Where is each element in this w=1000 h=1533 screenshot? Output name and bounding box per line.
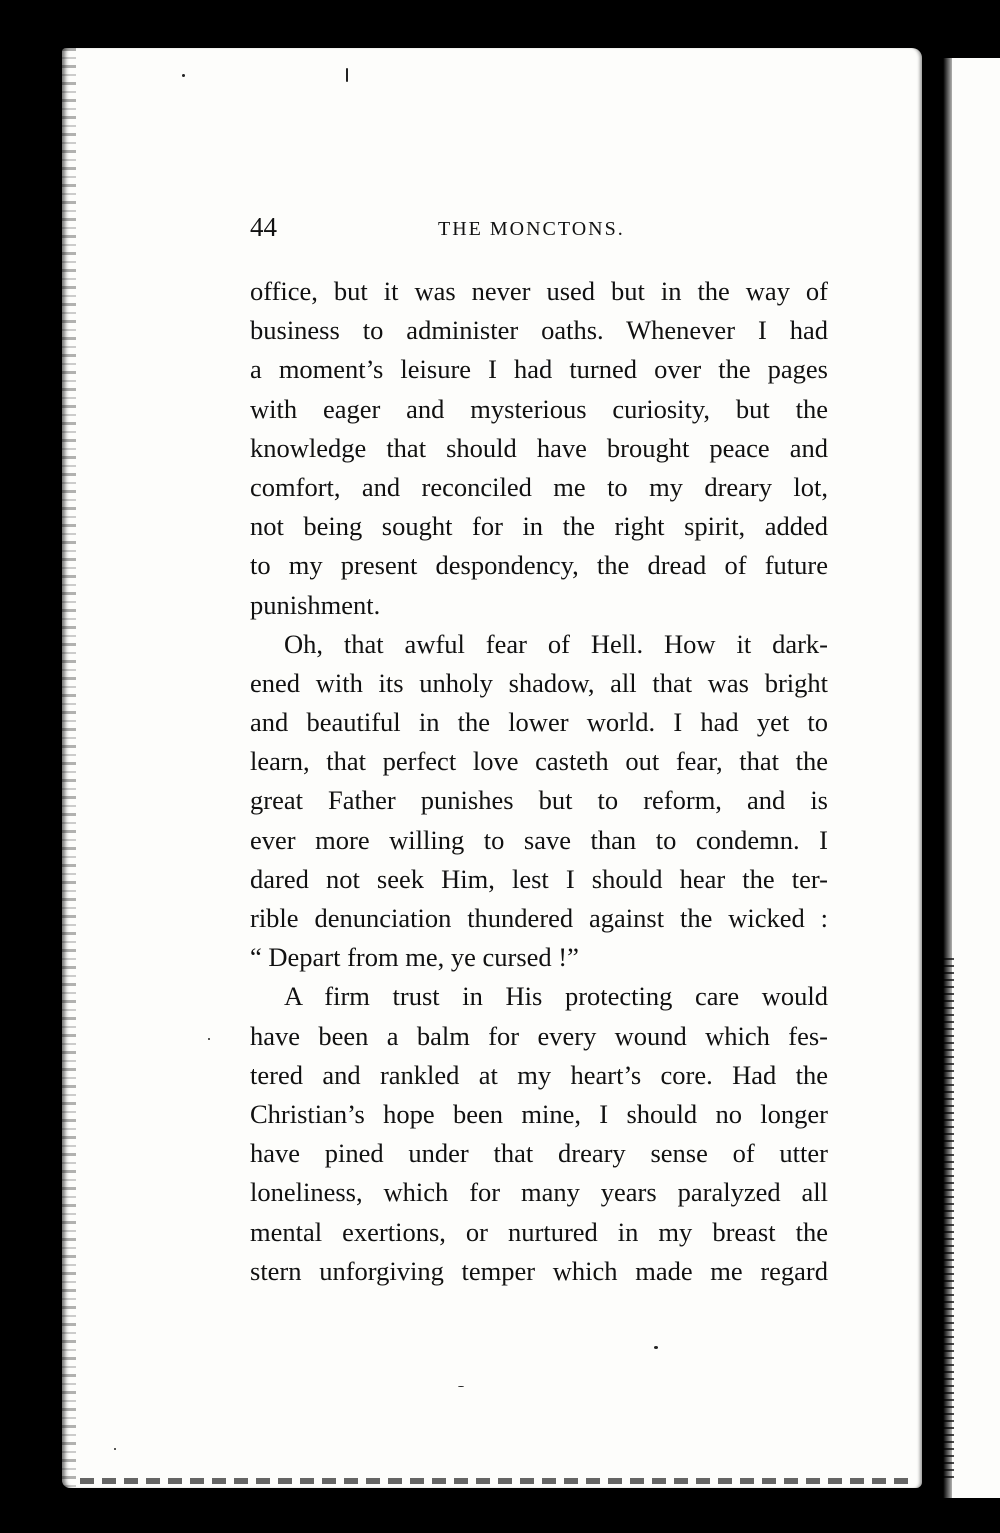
body-text [250, 272, 828, 1291]
text-line: a moment’s leisure I had turned over the pages [250, 354, 828, 385]
text-line: great Father punishes but to reform, and is [250, 785, 828, 816]
text-line: to my present despondency, the dread of future [250, 550, 828, 581]
page-number: 44 [250, 212, 277, 242]
text-line: A firm trust in His protecting care would [284, 981, 828, 1012]
text-line: dared not seek Him, lest I should hear the ter- [250, 863, 828, 894]
paragraph [250, 272, 828, 625]
text-line: have pined under that dreary sense of utter [250, 1138, 828, 1169]
text-line: mental exertions, or nurtured in my breast the [250, 1216, 828, 1247]
paper-speck [654, 1346, 658, 1349]
text-line: not being sought for in the right spirit, added [250, 511, 828, 542]
text-line: rible denunciation thundered against the wicked : [250, 903, 828, 933]
text-line: learn, that perfect love casteth out fear, that the [250, 746, 828, 777]
paragraph [250, 977, 828, 1291]
running-header [250, 212, 830, 252]
page-bottom-edge [80, 1478, 910, 1484]
text-line: punishment. [250, 589, 381, 620]
text-line: “ Depart from me, ye cursed !” [250, 942, 579, 973]
text-line: business to administer oaths. Whenever I had [250, 315, 828, 346]
text-line: with eager and mysterious curiosity, but the [250, 393, 828, 424]
text-line: ever more willing to save than to condemn. I [250, 824, 828, 855]
text-line: Christian’s hope been mine, I should no longer [250, 1098, 828, 1129]
facing-page-edge [930, 58, 1000, 1498]
text-line: have been a balm for every wound which fes- [250, 1020, 828, 1051]
text-line: tered and rankled at my heart’s core. Had the [250, 1059, 828, 1090]
running-title: THE MONCTONS. [438, 218, 625, 240]
paper-speck [208, 1038, 210, 1040]
text-line: ened with its unholy shadow, all that was bright [250, 667, 828, 698]
paper-speck [458, 1386, 464, 1387]
text-line: stern unforgiving temper which made me regard [250, 1255, 828, 1286]
paper-speck [346, 68, 348, 82]
paper-speck [114, 1448, 116, 1450]
text-line: Oh, that awful fear of Hell. How it dark- [284, 628, 828, 659]
text-line: comfort, and reconciled me to my dreary lot, [250, 471, 828, 502]
text-line: office, but it was never used but in the way of [250, 276, 828, 306]
text-line: and beautiful in the lower world. I had yet to [250, 707, 828, 738]
paper-speck [182, 74, 185, 77]
paragraph [250, 625, 828, 978]
text-line: loneliness, which for many years paralyzed all [250, 1177, 828, 1208]
text-line: knowledge that should have brought peace and [250, 432, 828, 463]
